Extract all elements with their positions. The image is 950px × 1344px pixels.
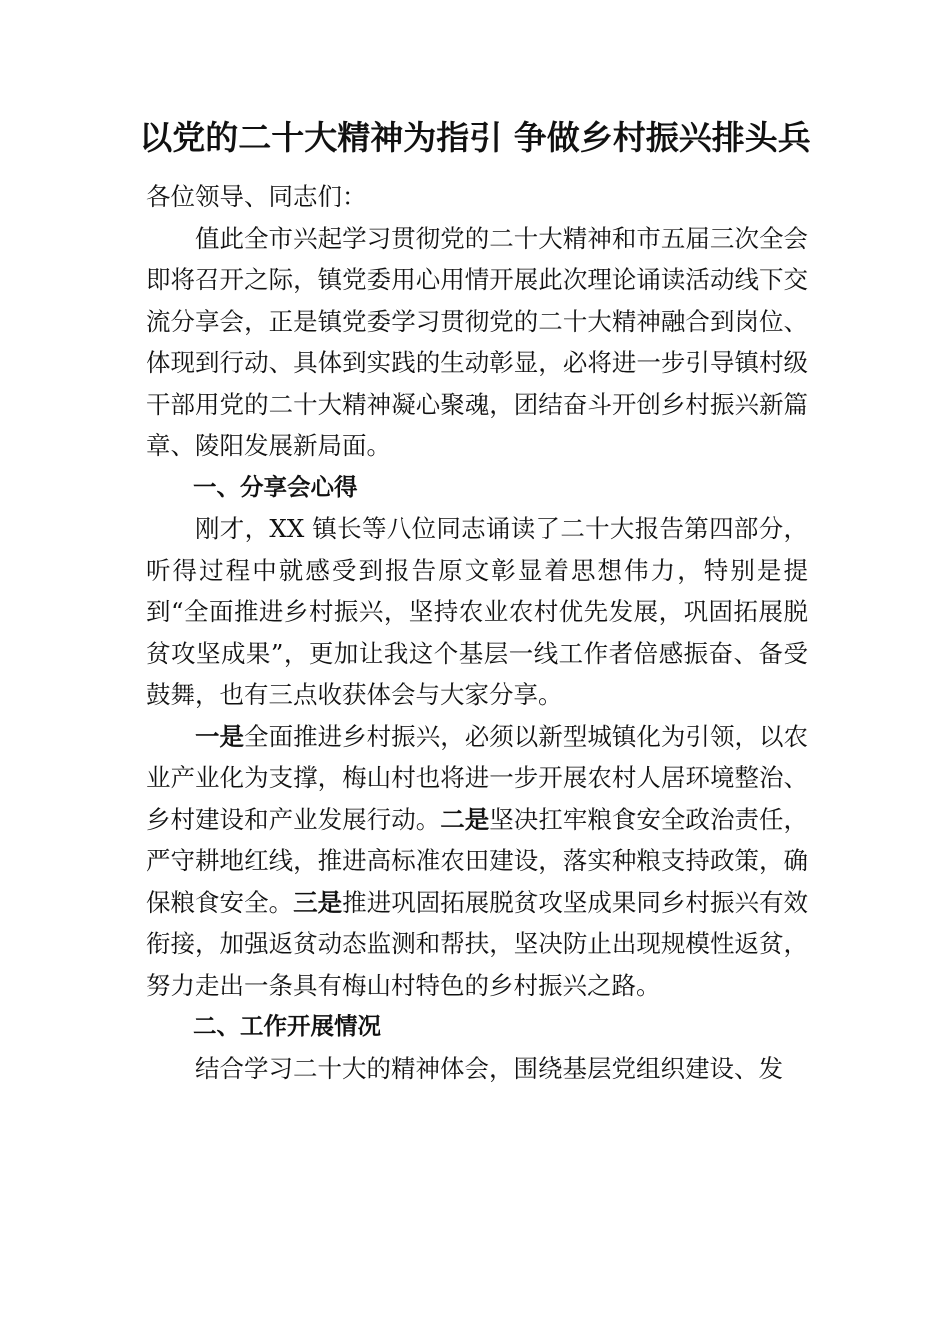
point-text: 全面推进乡村振兴，必须以新型城镇化为引领，以农业产业化为支撑，梅山村也将进一步开展农村人居环境整治、乡村建设和产业发展行动。 (146, 721, 809, 834)
work-paragraph: 结合学习二十大的精神体会，围绕基层党组织建设、发 (195, 1053, 783, 1083)
point-text: 坚决扛牢粮食安全政治责任，严守耕地红线，推进高标准农田建设，落实种粮支持政策，确保粮食安全。 (146, 804, 809, 917)
point-label: 一是 (195, 721, 245, 751)
section-heading-work: 二、工作开展情况 (193, 1012, 381, 1040)
key-points-paragraph (146, 716, 808, 1007)
section-heading-sharing: 一、分享会心得 (193, 472, 358, 501)
point-text: 推进巩固拓展脱贫攻坚成果同乡村振兴有效衔接，加强返贫动态监测和帮扶，坚决防止出现规模性返贫，努力走出一条具有梅山村特色的乡村振兴之路。 (146, 887, 809, 1000)
point-label: 二是 (440, 804, 490, 834)
intro-paragraph: 值此全市兴起学习贯彻党的二十大精神和市五届三次全会即将召开之际，镇党委用心用情开展此次理论诵读活动线下交流分享会，正是镇党委学习贯彻党的二十大精神融合到岗位、体现到行动、具体到实践的生动彰显，必将进一步引导镇村级干部用党的二十大精神凝心聚魂，团结奋斗开创乡村振兴新篇章、陵阳发展新局面。 (146, 223, 808, 460)
document-title: 以党的二十大精神为指引 争做乡村振兴排头兵 (139, 118, 811, 157)
point-label: 三是 (293, 887, 343, 917)
salutation: 各位领导、同志们： (146, 182, 367, 211)
sharing-paragraph: 刚才，XX 镇长等八位同志诵读了二十大报告第四部分，听得过程中就感受到报告原文彰显着思想伟力，特别是提到“全面推进乡村振兴，坚持农业农村优先发展，巩固拓展脱贫攻坚成果”，更加让我这个基层一线工作者倍感振奋、备受鼓舞，也有三点收获体会与大家分享。 (146, 514, 808, 709)
document-body (146, 176, 808, 1089)
